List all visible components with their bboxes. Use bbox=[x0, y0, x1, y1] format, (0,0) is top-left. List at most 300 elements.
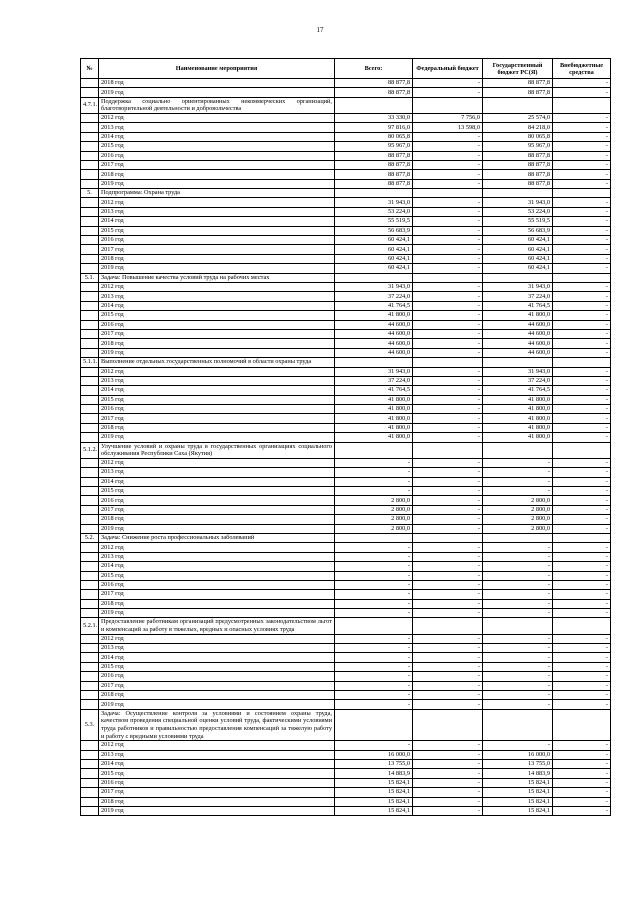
cell-federal bbox=[413, 533, 483, 542]
cell-number bbox=[81, 142, 99, 151]
cell-extrabudgetary: - bbox=[553, 700, 611, 709]
column-header-name: Наименование мероприятия bbox=[99, 59, 335, 79]
cell-federal: - bbox=[413, 423, 483, 432]
cell-state bbox=[483, 97, 553, 113]
cell-extrabudgetary: - bbox=[553, 681, 611, 690]
cell-state: - bbox=[483, 672, 553, 681]
cell-number bbox=[81, 170, 99, 179]
table-row bbox=[81, 590, 611, 599]
cell-extrabudgetary: - bbox=[553, 376, 611, 385]
cell-federal: - bbox=[413, 395, 483, 404]
cell-total: 88 877,8 bbox=[335, 179, 413, 188]
cell-total: - bbox=[335, 552, 413, 561]
cell-extrabudgetary: - bbox=[553, 123, 611, 132]
cell-number bbox=[81, 750, 99, 759]
cell-total: 14 883,9 bbox=[335, 769, 413, 778]
cell-state: 31 943,0 bbox=[483, 283, 553, 292]
cell-total: 88 877,8 bbox=[335, 79, 413, 88]
table-row bbox=[81, 179, 611, 188]
cell-federal: - bbox=[413, 759, 483, 768]
cell-total: 60 424,1 bbox=[335, 254, 413, 263]
cell-extrabudgetary: - bbox=[553, 691, 611, 700]
cell-extrabudgetary: - bbox=[553, 468, 611, 477]
column-header-extrabudgetary: Внебюджетные средства bbox=[553, 59, 611, 79]
cell-number bbox=[81, 458, 99, 467]
cell-federal: - bbox=[413, 236, 483, 245]
cell-name: 2019 год bbox=[99, 806, 335, 815]
cell-number bbox=[81, 283, 99, 292]
cell-name: 2013 год bbox=[99, 552, 335, 561]
table-row bbox=[81, 207, 611, 216]
cell-total: 41 800,0 bbox=[335, 395, 413, 404]
cell-federal: 7 756,0 bbox=[413, 113, 483, 122]
cell-federal: - bbox=[413, 496, 483, 505]
cell-federal: - bbox=[413, 245, 483, 254]
cell-extrabudgetary: - bbox=[553, 311, 611, 320]
cell-number bbox=[81, 348, 99, 357]
cell-federal: - bbox=[413, 788, 483, 797]
table-row bbox=[81, 320, 611, 329]
cell-total: - bbox=[335, 468, 413, 477]
cell-federal: - bbox=[413, 311, 483, 320]
cell-total: 88 877,8 bbox=[335, 151, 413, 160]
cell-total: - bbox=[335, 662, 413, 671]
cell-number bbox=[81, 226, 99, 235]
cell-extrabudgetary: - bbox=[553, 562, 611, 571]
cell-number bbox=[81, 320, 99, 329]
table-row bbox=[81, 301, 611, 310]
table-row bbox=[81, 458, 611, 467]
cell-federal: - bbox=[413, 386, 483, 395]
cell-name: Задача: Повышение качества условий труда на рабочих местах bbox=[99, 273, 335, 282]
cell-federal: - bbox=[413, 207, 483, 216]
cell-name: 2014 год bbox=[99, 301, 335, 310]
cell-federal bbox=[413, 273, 483, 282]
table-row bbox=[81, 395, 611, 404]
cell-federal bbox=[413, 442, 483, 458]
cell-total: - bbox=[335, 487, 413, 496]
section-row bbox=[81, 273, 611, 282]
cell-total: 2 800,0 bbox=[335, 505, 413, 514]
cell-number bbox=[81, 468, 99, 477]
cell-extrabudgetary: - bbox=[553, 292, 611, 301]
cell-state: 88 877,8 bbox=[483, 170, 553, 179]
cell-federal: - bbox=[413, 254, 483, 263]
cell-extrabudgetary: - bbox=[553, 179, 611, 188]
cell-name: 2019 год bbox=[99, 700, 335, 709]
cell-state: - bbox=[483, 571, 553, 580]
cell-federal: - bbox=[413, 405, 483, 414]
cell-number bbox=[81, 179, 99, 188]
cell-federal: - bbox=[413, 644, 483, 653]
cell-name: 2015 год bbox=[99, 662, 335, 671]
cell-state: - bbox=[483, 458, 553, 467]
cell-federal: - bbox=[413, 797, 483, 806]
cell-extrabudgetary: - bbox=[553, 769, 611, 778]
cell-federal: - bbox=[413, 477, 483, 486]
cell-state bbox=[483, 533, 553, 542]
cell-state: 95 967,0 bbox=[483, 142, 553, 151]
cell-name: 2017 год bbox=[99, 681, 335, 690]
cell-extrabudgetary bbox=[553, 618, 611, 634]
cell-number bbox=[81, 562, 99, 571]
cell-extrabudgetary: - bbox=[553, 386, 611, 395]
cell-number bbox=[81, 395, 99, 404]
cell-state: - bbox=[483, 468, 553, 477]
cell-federal: - bbox=[413, 414, 483, 423]
section-row bbox=[81, 618, 611, 634]
cell-number bbox=[81, 151, 99, 160]
cell-federal: - bbox=[413, 552, 483, 561]
cell-federal: - bbox=[413, 562, 483, 571]
cell-number bbox=[81, 681, 99, 690]
cell-state bbox=[483, 273, 553, 282]
cell-total: 41 800,0 bbox=[335, 423, 413, 432]
cell-number bbox=[81, 160, 99, 169]
cell-name: 2016 год bbox=[99, 236, 335, 245]
cell-extrabudgetary bbox=[553, 442, 611, 458]
cell-total: 13 755,0 bbox=[335, 759, 413, 768]
cell-name: 2016 год bbox=[99, 151, 335, 160]
cell-total: 44 600,0 bbox=[335, 339, 413, 348]
cell-state: 15 824,1 bbox=[483, 778, 553, 787]
cell-state bbox=[483, 442, 553, 458]
cell-total: 2 800,0 bbox=[335, 515, 413, 524]
cell-total bbox=[335, 709, 413, 740]
cell-state: 41 800,0 bbox=[483, 405, 553, 414]
cell-number bbox=[81, 132, 99, 141]
cell-federal bbox=[413, 358, 483, 367]
cell-name: Задача: Снижение роста профессиональных заболеваний bbox=[99, 533, 335, 542]
table-row bbox=[81, 132, 611, 141]
cell-state: 44 600,0 bbox=[483, 348, 553, 357]
cell-extrabudgetary: - bbox=[553, 806, 611, 815]
budget-table bbox=[80, 58, 611, 816]
cell-state: 41 764,5 bbox=[483, 301, 553, 310]
cell-total bbox=[335, 358, 413, 367]
table-row bbox=[81, 329, 611, 338]
cell-federal: - bbox=[413, 590, 483, 599]
cell-total: - bbox=[335, 590, 413, 599]
cell-name: 2012 год bbox=[99, 367, 335, 376]
section-row bbox=[81, 533, 611, 542]
cell-name: 2019 год bbox=[99, 433, 335, 442]
cell-total: 53 224,0 bbox=[335, 207, 413, 216]
cell-state: - bbox=[483, 590, 553, 599]
cell-state: 80 065,8 bbox=[483, 132, 553, 141]
cell-state: - bbox=[483, 644, 553, 653]
cell-total: 31 943,0 bbox=[335, 367, 413, 376]
table-row bbox=[81, 750, 611, 759]
cell-name: 2017 год bbox=[99, 414, 335, 423]
cell-extrabudgetary: - bbox=[553, 236, 611, 245]
table-row bbox=[81, 515, 611, 524]
cell-total: 16 000,0 bbox=[335, 750, 413, 759]
column-header-federal-budget: Федеральный бюджет bbox=[413, 59, 483, 79]
cell-name: 2015 год bbox=[99, 311, 335, 320]
cell-extrabudgetary: - bbox=[553, 662, 611, 671]
table-row bbox=[81, 797, 611, 806]
cell-total: 37 224,0 bbox=[335, 376, 413, 385]
cell-name: 2017 год bbox=[99, 160, 335, 169]
table-row bbox=[81, 142, 611, 151]
cell-number bbox=[81, 599, 99, 608]
cell-extrabudgetary: - bbox=[553, 571, 611, 580]
cell-federal: - bbox=[413, 79, 483, 88]
cell-name: 2012 год bbox=[99, 113, 335, 122]
cell-name: 2015 год bbox=[99, 142, 335, 151]
cell-number bbox=[81, 301, 99, 310]
cell-state: 2 800,0 bbox=[483, 496, 553, 505]
table-row bbox=[81, 672, 611, 681]
cell-number bbox=[81, 236, 99, 245]
column-header-number: № bbox=[81, 59, 99, 79]
cell-name: 2014 год bbox=[99, 386, 335, 395]
cell-name: 2019 год bbox=[99, 524, 335, 533]
cell-extrabudgetary bbox=[553, 97, 611, 113]
cell-name: 2015 год bbox=[99, 769, 335, 778]
cell-number bbox=[81, 778, 99, 787]
cell-state: - bbox=[483, 543, 553, 552]
section-row bbox=[81, 189, 611, 198]
cell-extrabudgetary bbox=[553, 709, 611, 740]
cell-name: 2015 год bbox=[99, 226, 335, 235]
cell-name: 2017 год bbox=[99, 505, 335, 514]
cell-state: 16 000,0 bbox=[483, 750, 553, 759]
cell-number bbox=[81, 580, 99, 589]
page-number: 17 bbox=[316, 26, 324, 34]
cell-federal bbox=[413, 189, 483, 198]
column-header-state-budget: Государственный бюджет РС(Я) bbox=[483, 59, 553, 79]
cell-state: - bbox=[483, 477, 553, 486]
cell-number bbox=[81, 339, 99, 348]
cell-extrabudgetary: - bbox=[553, 367, 611, 376]
cell-name: 2015 год bbox=[99, 395, 335, 404]
cell-extrabudgetary: - bbox=[553, 788, 611, 797]
cell-extrabudgetary: - bbox=[553, 283, 611, 292]
cell-state: 41 800,0 bbox=[483, 395, 553, 404]
cell-state: 31 943,0 bbox=[483, 198, 553, 207]
cell-name: 2012 год bbox=[99, 543, 335, 552]
cell-state: - bbox=[483, 580, 553, 589]
cell-state bbox=[483, 358, 553, 367]
cell-extrabudgetary: - bbox=[553, 653, 611, 662]
cell-federal: - bbox=[413, 376, 483, 385]
table-row bbox=[81, 88, 611, 97]
table-row bbox=[81, 599, 611, 608]
cell-extrabudgetary: - bbox=[553, 132, 611, 141]
table-row bbox=[81, 254, 611, 263]
cell-state: - bbox=[483, 609, 553, 618]
cell-name: 2016 год bbox=[99, 672, 335, 681]
cell-name: Подпрограмма: Охрана труда bbox=[99, 189, 335, 198]
cell-name: 2018 год bbox=[99, 254, 335, 263]
cell-name: Поддержка социально ориентированных некоммерческих организаций, благотворительной деятельности и добровольчества bbox=[99, 97, 335, 113]
cell-name: 2013 год bbox=[99, 292, 335, 301]
cell-state: 15 824,1 bbox=[483, 797, 553, 806]
cell-number: 5.1.2. bbox=[81, 442, 99, 458]
cell-federal: - bbox=[413, 609, 483, 618]
cell-name: Задача: Осуществление контроля за условиями и состоянием охраны труда, качеством проведения специальной оценки условий труда, фактическими условиями труда работников и правильностью предоставления компенсаций за тяжелую работу и работу с вредными условиями труда bbox=[99, 709, 335, 740]
cell-federal: - bbox=[413, 672, 483, 681]
cell-state: 41 800,0 bbox=[483, 433, 553, 442]
table-row bbox=[81, 405, 611, 414]
cell-federal: - bbox=[413, 458, 483, 467]
table-row bbox=[81, 245, 611, 254]
cell-federal: - bbox=[413, 580, 483, 589]
cell-total: - bbox=[335, 543, 413, 552]
cell-total: - bbox=[335, 634, 413, 643]
cell-total: 97 816,0 bbox=[335, 123, 413, 132]
table-row bbox=[81, 170, 611, 179]
cell-name: 2016 год bbox=[99, 320, 335, 329]
cell-name: 2014 год bbox=[99, 217, 335, 226]
cell-state: 88 877,8 bbox=[483, 179, 553, 188]
table-row bbox=[81, 264, 611, 273]
cell-total: 15 824,1 bbox=[335, 778, 413, 787]
table-row bbox=[81, 552, 611, 561]
cell-state: 60 424,1 bbox=[483, 254, 553, 263]
cell-extrabudgetary: - bbox=[553, 339, 611, 348]
cell-number: 4.7.1. bbox=[81, 97, 99, 113]
cell-federal: 13 598,0 bbox=[413, 123, 483, 132]
cell-extrabudgetary: - bbox=[553, 79, 611, 88]
cell-extrabudgetary: - bbox=[553, 590, 611, 599]
cell-federal bbox=[413, 618, 483, 634]
cell-extrabudgetary: - bbox=[553, 198, 611, 207]
cell-extrabudgetary: - bbox=[553, 170, 611, 179]
table-row bbox=[81, 524, 611, 533]
cell-federal: - bbox=[413, 132, 483, 141]
table-row bbox=[81, 769, 611, 778]
cell-name: Улучшение условий и охраны труда в государственных организациях социального обслуживания Республики Саха (Якутия) bbox=[99, 442, 335, 458]
table-row bbox=[81, 496, 611, 505]
cell-extrabudgetary: - bbox=[553, 433, 611, 442]
cell-extrabudgetary: - bbox=[553, 207, 611, 216]
cell-state bbox=[483, 618, 553, 634]
table-row bbox=[81, 160, 611, 169]
cell-state: - bbox=[483, 662, 553, 671]
table-row bbox=[81, 700, 611, 709]
cell-name: 2013 год bbox=[99, 207, 335, 216]
cell-extrabudgetary bbox=[553, 533, 611, 542]
cell-extrabudgetary: - bbox=[553, 348, 611, 357]
cell-extrabudgetary: - bbox=[553, 329, 611, 338]
cell-name: 2017 год bbox=[99, 245, 335, 254]
cell-total: 37 224,0 bbox=[335, 292, 413, 301]
cell-extrabudgetary: - bbox=[553, 778, 611, 787]
cell-extrabudgetary: - bbox=[553, 226, 611, 235]
cell-extrabudgetary: - bbox=[553, 741, 611, 750]
cell-name: Выполнение отдельных государственных полномочий в области охраны труда bbox=[99, 358, 335, 367]
cell-extrabudgetary: - bbox=[553, 301, 611, 310]
cell-name: 2016 год bbox=[99, 496, 335, 505]
column-header-total: Всего: bbox=[335, 59, 413, 79]
cell-extrabudgetary bbox=[553, 273, 611, 282]
cell-total: - bbox=[335, 691, 413, 700]
cell-extrabudgetary: - bbox=[553, 487, 611, 496]
section-row bbox=[81, 358, 611, 367]
cell-name: 2018 год bbox=[99, 339, 335, 348]
cell-number: 5. bbox=[81, 189, 99, 198]
cell-number bbox=[81, 524, 99, 533]
cell-number: 5.1.1. bbox=[81, 358, 99, 367]
cell-extrabudgetary: - bbox=[553, 405, 611, 414]
cell-state: 41 764,5 bbox=[483, 386, 553, 395]
cell-total: 41 764,5 bbox=[335, 301, 413, 310]
cell-state: 37 224,0 bbox=[483, 376, 553, 385]
cell-state: 53 224,0 bbox=[483, 207, 553, 216]
cell-name: 2014 год bbox=[99, 759, 335, 768]
cell-number bbox=[81, 769, 99, 778]
cell-state: 15 824,1 bbox=[483, 806, 553, 815]
cell-number bbox=[81, 88, 99, 97]
cell-number: 5.3. bbox=[81, 709, 99, 740]
cell-total: 41 800,0 bbox=[335, 405, 413, 414]
cell-number bbox=[81, 672, 99, 681]
table-row bbox=[81, 236, 611, 245]
table-row bbox=[81, 367, 611, 376]
cell-name: 2019 год bbox=[99, 609, 335, 618]
cell-number bbox=[81, 423, 99, 432]
cell-name: 2013 год bbox=[99, 644, 335, 653]
cell-extrabudgetary: - bbox=[553, 609, 611, 618]
cell-total bbox=[335, 97, 413, 113]
cell-name: 2012 год bbox=[99, 741, 335, 750]
table-row bbox=[81, 653, 611, 662]
table-row bbox=[81, 217, 611, 226]
cell-state: 88 877,8 bbox=[483, 160, 553, 169]
cell-total: 95 967,0 bbox=[335, 142, 413, 151]
cell-name: 2017 год bbox=[99, 590, 335, 599]
table-row bbox=[81, 386, 611, 395]
cell-extrabudgetary: - bbox=[553, 151, 611, 160]
table-header bbox=[81, 59, 611, 79]
cell-federal: - bbox=[413, 487, 483, 496]
cell-federal: - bbox=[413, 142, 483, 151]
cell-total: - bbox=[335, 672, 413, 681]
cell-extrabudgetary: - bbox=[553, 254, 611, 263]
table-row bbox=[81, 477, 611, 486]
table-row bbox=[81, 662, 611, 671]
cell-total: - bbox=[335, 571, 413, 580]
cell-total: 33 330,0 bbox=[335, 113, 413, 122]
table-row bbox=[81, 423, 611, 432]
cell-state: - bbox=[483, 552, 553, 561]
cell-state: 15 824,1 bbox=[483, 788, 553, 797]
cell-state: - bbox=[483, 691, 553, 700]
cell-extrabudgetary: - bbox=[553, 477, 611, 486]
cell-state: 41 800,0 bbox=[483, 311, 553, 320]
cell-number: 5.1. bbox=[81, 273, 99, 282]
cell-state: - bbox=[483, 487, 553, 496]
cell-extrabudgetary: - bbox=[553, 524, 611, 533]
cell-name: 2017 год bbox=[99, 329, 335, 338]
table-row bbox=[81, 788, 611, 797]
cell-name: 2012 год bbox=[99, 458, 335, 467]
cell-total: - bbox=[335, 644, 413, 653]
cell-state: 2 800,0 bbox=[483, 505, 553, 514]
cell-extrabudgetary: - bbox=[553, 644, 611, 653]
cell-state: 14 883,9 bbox=[483, 769, 553, 778]
cell-name: 2016 год bbox=[99, 778, 335, 787]
cell-total: 60 424,1 bbox=[335, 245, 413, 254]
section-row bbox=[81, 97, 611, 113]
cell-extrabudgetary: - bbox=[553, 320, 611, 329]
cell-total: 31 943,0 bbox=[335, 283, 413, 292]
cell-total: 41 764,5 bbox=[335, 386, 413, 395]
cell-state: - bbox=[483, 700, 553, 709]
